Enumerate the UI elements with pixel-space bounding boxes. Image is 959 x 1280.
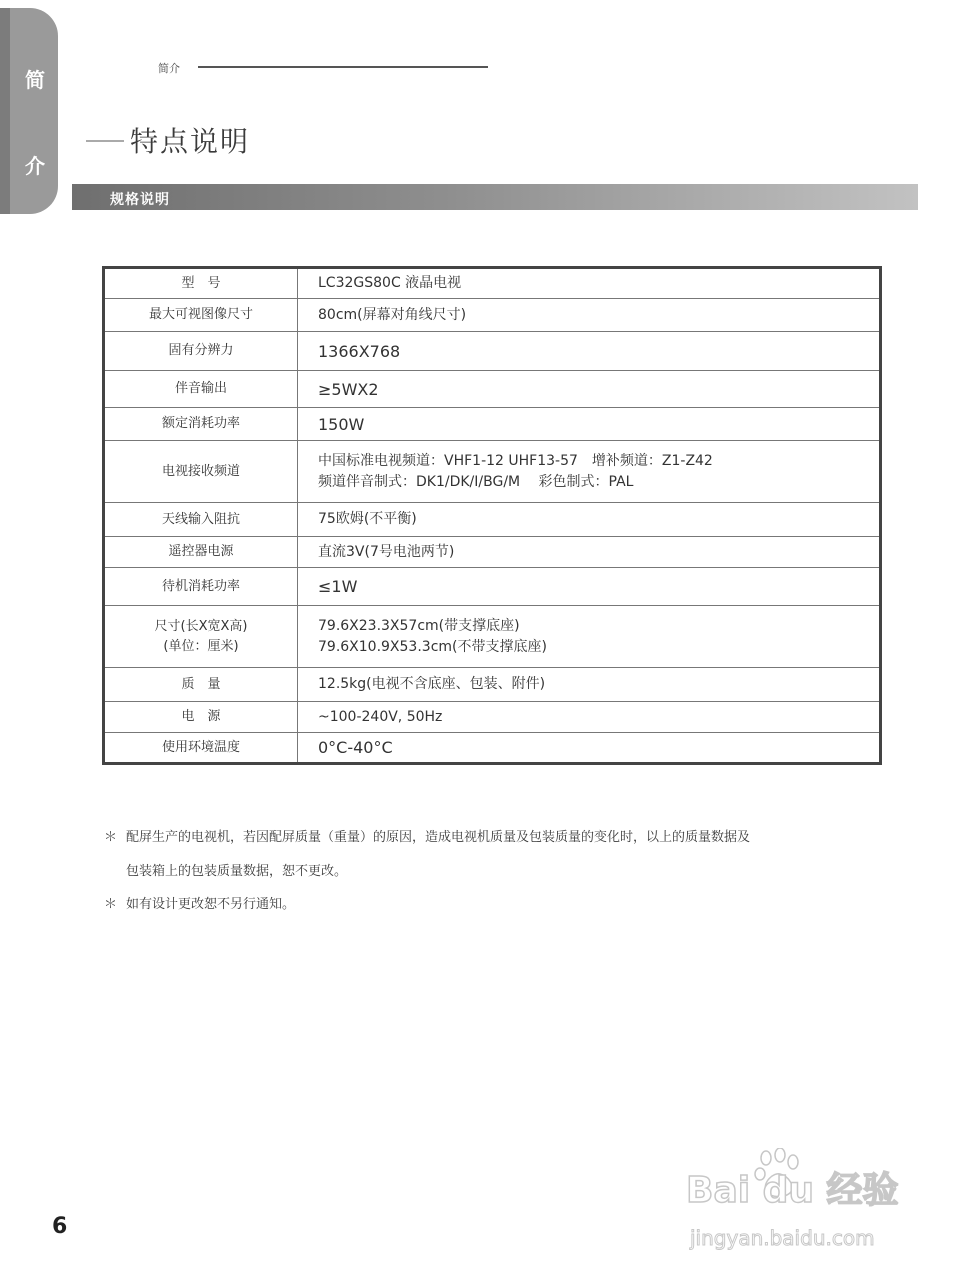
spec-label	[105, 503, 298, 536]
spec-value-line: 79.6X23.3X57cm(带支撑底座)	[318, 617, 520, 634]
spec-row	[105, 332, 879, 371]
spec-value-line: 80cm(屏幕对角线尺寸)	[318, 306, 467, 323]
side-tab-strip	[0, 8, 10, 214]
spec-table	[102, 266, 882, 765]
spec-label	[105, 299, 298, 331]
spec-label	[105, 441, 298, 502]
side-tab	[0, 8, 58, 214]
spec-row	[105, 441, 879, 503]
watermark-sub: jingyan.baidu.com	[690, 1226, 875, 1250]
spec-label-line: 尺寸(长X宽X高)	[154, 618, 248, 634]
spec-value-line: LC32GS80C 液晶电视	[318, 275, 462, 291]
note-1-line-1: 配屏生产的电视机，若因配屏质量（重量）的原因，造成电视机质量及包装质量的变化时，以上的质量数据及	[126, 830, 751, 845]
spec-row	[105, 408, 879, 441]
spec-row	[105, 537, 879, 568]
header-rule	[198, 66, 488, 68]
spec-value	[298, 503, 879, 536]
spec-row	[105, 269, 879, 299]
spec-label-line: 待机消耗功率	[161, 578, 240, 594]
spec-label	[105, 668, 298, 701]
spec-label-line: 固有分辨力	[168, 343, 234, 358]
spec-value-line: 1366X768	[318, 341, 401, 361]
note-star: ＊	[104, 897, 118, 912]
spec-value-line: 75欧姆(不平衡)	[318, 511, 417, 527]
spec-value	[298, 537, 879, 567]
spec-label	[105, 408, 298, 440]
spec-value	[298, 606, 879, 667]
side-tab-char: 简	[25, 68, 45, 92]
note-star: ＊	[104, 830, 118, 845]
spec-row	[105, 668, 879, 702]
spec-label	[105, 606, 298, 667]
section-bar	[72, 184, 918, 210]
spec-label-line: (单位：厘米)	[163, 638, 239, 654]
spec-label-line: 型 号	[181, 275, 221, 291]
spec-value-line: 79.6X10.9X53.3cm(不带支撑底座)	[318, 638, 547, 655]
spec-row	[105, 503, 879, 537]
spec-value-line: 中国标准电视频道：VHF1-12 UHF13-57 增补频道：Z1-Z42	[318, 452, 713, 469]
page-number: 6	[52, 1214, 68, 1239]
note-2-text: 如有设计更改恕不另行通知。	[126, 897, 296, 912]
spec-value	[298, 733, 879, 762]
title-dash	[86, 140, 124, 142]
spec-label-line: 最大可视图像尺寸	[148, 307, 253, 322]
spec-label-line: 额定消耗功率	[161, 416, 240, 431]
spec-value	[298, 332, 879, 370]
spec-row	[105, 299, 879, 332]
spec-label-line: 遥控器电源	[168, 544, 234, 559]
spec-value-line: ≤1W	[318, 577, 358, 596]
spec-label	[105, 371, 298, 407]
spec-value	[298, 269, 879, 298]
spec-label-line: 电视接收频道	[161, 463, 240, 479]
spec-label-line: 使用环境温度	[161, 739, 240, 755]
spec-value-line: 12.5kg(电视不含底座、包装、附件)	[318, 676, 546, 692]
spec-value-line: 150W	[318, 414, 365, 434]
baidu-watermark	[686, 1148, 936, 1264]
page-title: 特点说明	[130, 125, 251, 158]
header-label: 简介	[158, 62, 180, 75]
note-1	[104, 826, 750, 845]
note-2	[104, 893, 295, 912]
spec-value-line: 直流3V(7号电池两节)	[318, 543, 455, 560]
spec-label-line: 质 量	[181, 676, 221, 692]
spec-value-line: ≥5WX2	[318, 379, 379, 399]
spec-row	[105, 568, 879, 606]
spec-row	[105, 702, 879, 733]
spec-label	[105, 537, 298, 567]
spec-value-line: ~100-240V, 50Hz	[318, 708, 443, 725]
spec-row	[105, 606, 879, 668]
spec-value	[298, 441, 879, 502]
spec-label	[105, 332, 298, 370]
spec-value	[298, 299, 879, 331]
spec-label-line: 电 源	[181, 709, 221, 724]
spec-value	[298, 702, 879, 732]
spec-value	[298, 408, 879, 440]
spec-row	[105, 733, 879, 762]
side-tab-char: 介	[25, 154, 45, 178]
watermark-main: Bai du 经验	[686, 1170, 899, 1211]
spec-value	[298, 568, 879, 605]
spec-value	[298, 668, 879, 701]
spec-label-line: 天线输入阻抗	[161, 511, 240, 527]
spec-value	[298, 371, 879, 407]
spec-label	[105, 568, 298, 605]
spec-label	[105, 269, 298, 298]
spec-value-line: 0°C-40°C	[318, 738, 393, 757]
section-label: 规格说明	[110, 192, 170, 208]
spec-label	[105, 733, 298, 762]
spec-value-line: 频道伴音制式：DK1/DK/I/BG/M 彩色制式：PAL	[318, 473, 634, 490]
spec-label-line: 伴音输出	[174, 381, 227, 396]
spec-label	[105, 702, 298, 732]
spec-row	[105, 371, 879, 408]
note-1-line-2: 包装箱上的包装质量数据，恕不更改。	[126, 864, 348, 879]
